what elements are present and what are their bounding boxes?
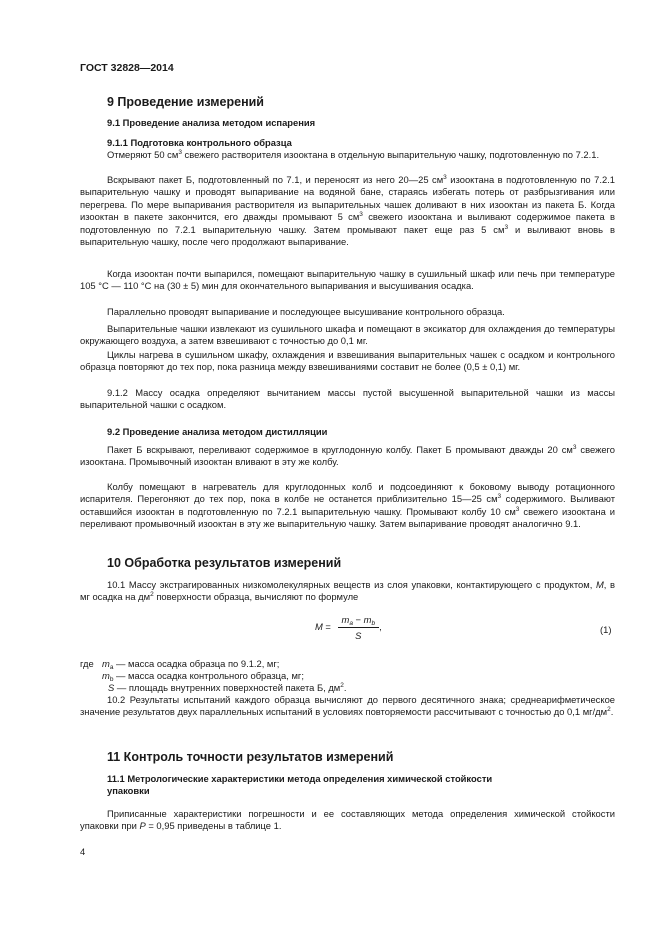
section-9-1-title: 9.1 Проведение анализа методом испарения — [107, 117, 316, 128]
where-item-s: S — площадь внутренних поверхностей пакета Б, $дм^2$. — [108, 682, 347, 693]
where-item-ma: $m_a$ — масса осадка образца по 9.1.2, мг; — [102, 658, 280, 671]
section-10-title: 10 Обработка результатов измерений — [107, 556, 342, 570]
paragraph: Когда изооктан почти выпарился, помещают выпарительную чашку в сушильный шкаф или печь при температуре 105 °С — 110 °С на (30 ± 5) мин для окончательного выпаривания и высушивания осадка. — [80, 268, 615, 292]
paragraph: Параллельно проводят выпаривание и последующее высушивание контрольного образца. — [107, 306, 505, 317]
section-9-title: 9 Проведение измерений — [107, 95, 264, 109]
where-label: где — [80, 658, 94, 669]
paragraph-10-2: 10.2 Результаты испытаний каждого образца вычисляют до первого десятичного знака; среднеарифметическое значение результатов двух параллельных испытаний в условиях повторяемости рассчитывают с точностью до 0,1 $мг/дм^2$. — [80, 694, 615, 718]
standard-header: ГОСТ 32828—2014 — [80, 62, 174, 74]
paragraph-10-1: 10.1 Массу экстрагированных низкомолекулярных веществ из слоя упаковки, контактирующего с продуктом, М, в мг осадка на $дм^2$ поверхности образца, вычисляют по формуле — [80, 579, 615, 603]
section-9-1-1-title: 9.1.1 Подготовка контрольного образца — [107, 137, 292, 148]
section-11-title: 11 Контроль точности результатов измерений — [107, 750, 394, 764]
fraction: $\frac{m_a - m_b}{S}$ — [338, 614, 380, 641]
paragraph-9-1-2: 9.1.2 Массу осадка определяют вычитанием массы пустой высушенной выпарительной чашки из массы выпарительной чашки с осадком. — [80, 387, 615, 411]
page-number: 4 — [80, 846, 86, 857]
equation-number: (1) — [600, 624, 612, 635]
paragraph: Выпарительные чашки извлекают из сушильного шкафа и помещают в эксикатор для охлаждения до температуры окружающего воздуха, а затем взвешивают с точностью до 0,1 мг. — [80, 323, 615, 347]
paragraph: Циклы нагрева в сушильном шкафу, охлаждения и взвешивания выпарительных чашек с осадком и контрольного образца повторяют до тех пор, пока разница между взвешиваниями составит не более (0,5 ± 0,1) мг. — [80, 349, 615, 373]
section-9-2-title: 9.2 Проведение анализа методом дистилляции — [107, 426, 328, 437]
where-item-mb: $m_b$ — масса осадка контрольного образца, мг; — [102, 670, 304, 683]
formula-1: М = $\frac{m_a - m_b}{S}$ , — [315, 614, 382, 641]
paragraph: Пакет Б вскрывают, переливают содержимое в круглодонную колбу. Пакет Б промывают дважды 20 $см^3$ свежего изооктана. Промывочный изооктан вливают в эту же колбу. — [80, 444, 615, 468]
paragraph: Вскрывают пакет Б, подготовленный по 7.1, и переносят из него 20—25 $см^3$ изооктана в подготовленную по 7.2.1 выпарительную чашку и проводят выпаривание на водяной бане, стараясь избегать потерь от разбрызгивания или перегрева. По мере выпаривания растворителя из выпарительных чашек доливают в них изооктан из пакета Б. Когда изооктан в пакете закончится, его дважды промывают 5 $см^3$ свежего изооктана и выливают содержимое пакета в подготовленную по 7.2.1 выпарительную чашку. Затем промывают пакет еще раз 5 $см^3$ и выливают вновь в выпарительную чашку, после чего продолжают выпаривание. — [80, 174, 615, 248]
paragraph: Приписанные характеристики погрешности и ее составляющих метода определения химической стойкости упаковки при Р = 0,95 приведены в таблице 1. — [80, 808, 615, 832]
paragraph: Отмеряют 50 $см^3$ свежего растворителя изооктана в отдельную выпарительную чашку, подготовленную по 7.2.1. — [107, 149, 600, 160]
section-11-1-title: 11.1 Метрологические характеристики метода определения химической стойкости упаковки — [107, 773, 493, 797]
paragraph: Колбу помещают в нагреватель для круглодонных колб и подсоединяют к боковому выводу ротационного испарителя. Перегоняют до тех пор, пока в колбе не останется приблизительно 15—25 $см^3$ содержимого. Выливают оставшийся изооктан в подготовленную по 7.2.1 выпарительную чашку. Промывают колбу 10 $см^3$ свежего изооктана и переливают промывочный изооктан в эту же выпарительную чашку. Затем выпаривание проводят аналогично 9.1. — [80, 481, 616, 530]
